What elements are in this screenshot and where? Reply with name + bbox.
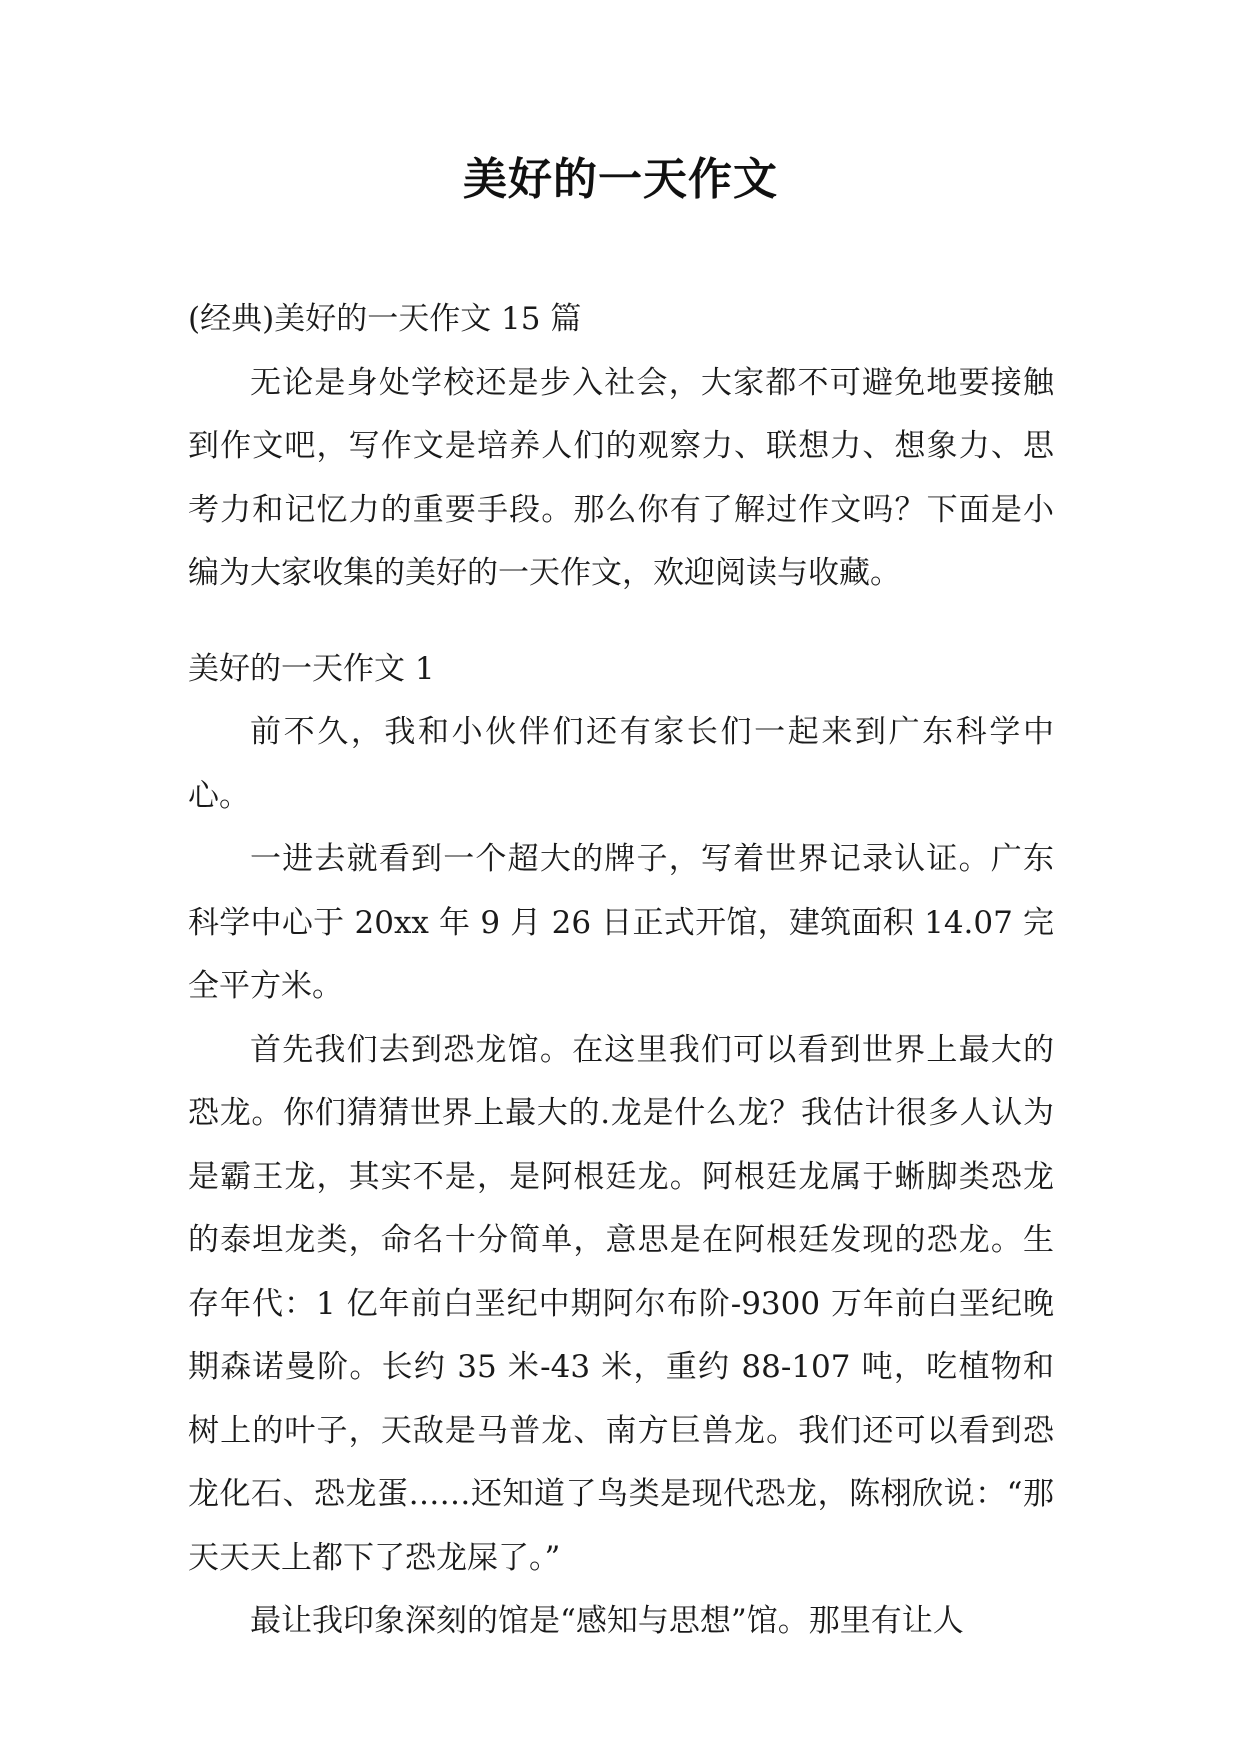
body-paragraph-1: 前不久，我和小伙伴们还有家长们一起来到广东科学中心。 [188, 714, 1054, 814]
document-subtitle: (经典)美好的一天作文 15 篇 [188, 301, 582, 337]
document-body [188, 288, 1054, 1654]
section-heading: 美好的一天作文 1 [188, 650, 435, 687]
body-paragraph-3: 首先我们去到恐龙馆。在这里我们可以看到世界上最大的恐龙。你们猜猜世界上最大的.龙是什么龙？我估计很多人认为是霸王龙，其实不是，是阿根廷龙。阿根廷龙属于蜥脚类恐龙的泰坦龙类，命名十分简单，意思是在阿根廷发现的恐龙。生存年代：1 亿年前白垩纪中期阿尔布阶-9300 万年前白垩纪晚期森诺曼阶。长约 35 米-43 米，重约 88-107 吨，吃植物和树上的叶子，天敌是马普龙、南方巨兽龙。我们还可以看到恐龙化石、恐龙蛋……还知道了鸟类是现代恐龙，陈栩欣说：“那天天天上都下了恐龙屎了。” [188, 1031, 1054, 1576]
intro-paragraph: 无论是身处学校还是步入社会，大家都不可避免地要接触到作文吧，写作文是培养人们的观察力、联想力、想象力、思考力和记忆力的重要手段。那么你有了解过作文吗？下面是小编为大家收集的美好的一天作文，欢迎阅读与收藏。 [188, 364, 1054, 591]
body-paragraph-2: 一进去就看到一个超大的牌子，写着世界记录认证。广东科学中心于 20xx 年 9 月 26 日正式开馆，建筑面积 14.07 完全平方米。 [188, 841, 1054, 1004]
section-spacer [188, 606, 1054, 638]
document-title: 美好的一天作文 [463, 154, 778, 205]
body-paragraph-4: 最让我印象深刻的馆是“感知与思想”馆。那里有让人 [250, 1603, 964, 1639]
